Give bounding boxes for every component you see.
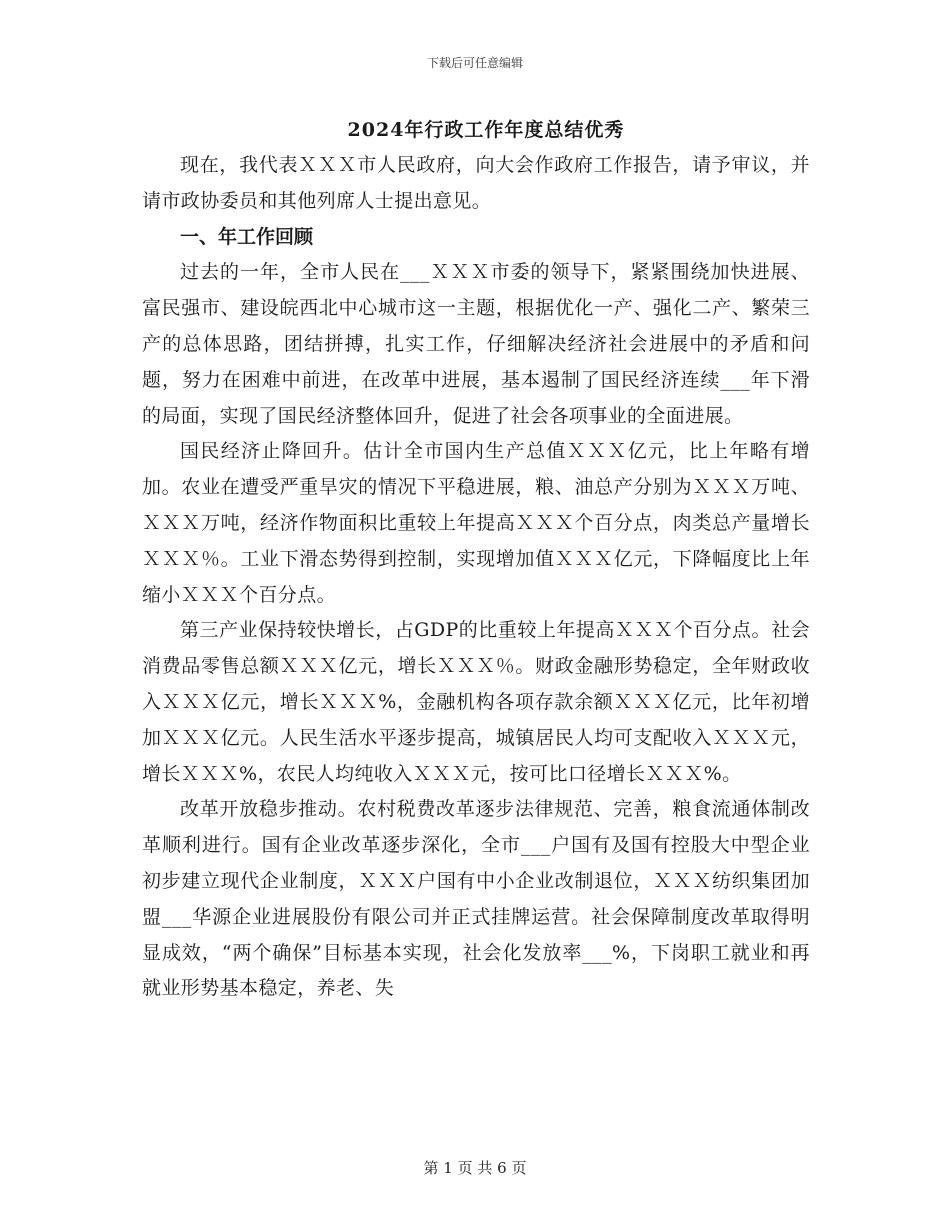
document-title: 2024年行政工作年度总结优秀	[347, 119, 625, 141]
document-body	[142, 112, 810, 1007]
body-paragraph: 国民经济止降回升。估计全市国内生产总值ＸＸＸ亿元，比上年略有增加。农业在遭受严重旱灾的情况下平稳进展，粮、油总产分别为ＸＸＸ万吨、ＸＸＸ万吨，经济作物面积比重较上年提高ＸＸＸ个百分点，肉类总产量增长ＸＸＸ％。工业下滑态势得到控制，实现增加值ＸＸＸ亿元，下降幅度比上年缩小ＸＸＸ个百分点。	[142, 440, 810, 606]
section-heading-review: 一、年工作回顾	[180, 225, 314, 248]
body-paragraph: 改革开放稳步推动。农村税费改革逐步法律规范、完善，粮食流通体制改革顺利进行。国有企业改革逐步深化，全市___户国有及国有控股大中型企业初步建立现代企业制度，ＸＸＸ户国有中小企业改制退位，ＸＸＸ纺织集团加盟___华源企业进展股份有限公司并正式挂牌运营。社会保障制度改革取得明显成效，“两个确保”目标基本实现，社会化发放率___%，下岗职工就业和再就业形势基本稳定，养老、失	[142, 798, 810, 1000]
body-paragraph: 第三产业保持较快增长，占GDP的比重较上年提高ＸＸＸ个百分点。社会消费品零售总额ＸＸＸ亿元，增长ＸＸＸ％。财政金融形势稳定，全年财政收入ＸＸＸ亿元，增长ＸＸＸ%，金融机构各项存款余额ＸＸＸ亿元，比年初增加ＸＸＸ亿元。人民生活水平逐步提高，城镇居民人均可支配收入ＸＸＸ元，增长ＸＸＸ%，农民人均纯收入ＸＸＸ元，按可比口径增长ＸＸＸ%。	[142, 619, 810, 785]
body-paragraph: 过去的一年，全市人民在___ＸＸＸ市委的领导下，紧紧围绕加快进展、富民强市、建设皖西北中心城市这一主题，根据优化一产、强化二产、繁荣三产的总体思路，团结拼搏，扎实工作，仔细解决经济社会进展中的矛盾和问题，努力在困难中前进，在改革中进展，基本遏制了国民经济连续___年下滑的局面，实现了国民经济整体回升，促进了社会各项事业的全面进展。	[142, 261, 810, 427]
page-number-footer: 第 1 页 共 6 页	[423, 1159, 527, 1177]
page-header-note: 下载后可任意编辑	[426, 56, 523, 70]
intro-paragraph: 现在，我代表ＸＸＸ市人民政府，向大会作政府工作报告，请予审议，并请市政协委员和其他列席人士提出意见。	[142, 154, 810, 212]
